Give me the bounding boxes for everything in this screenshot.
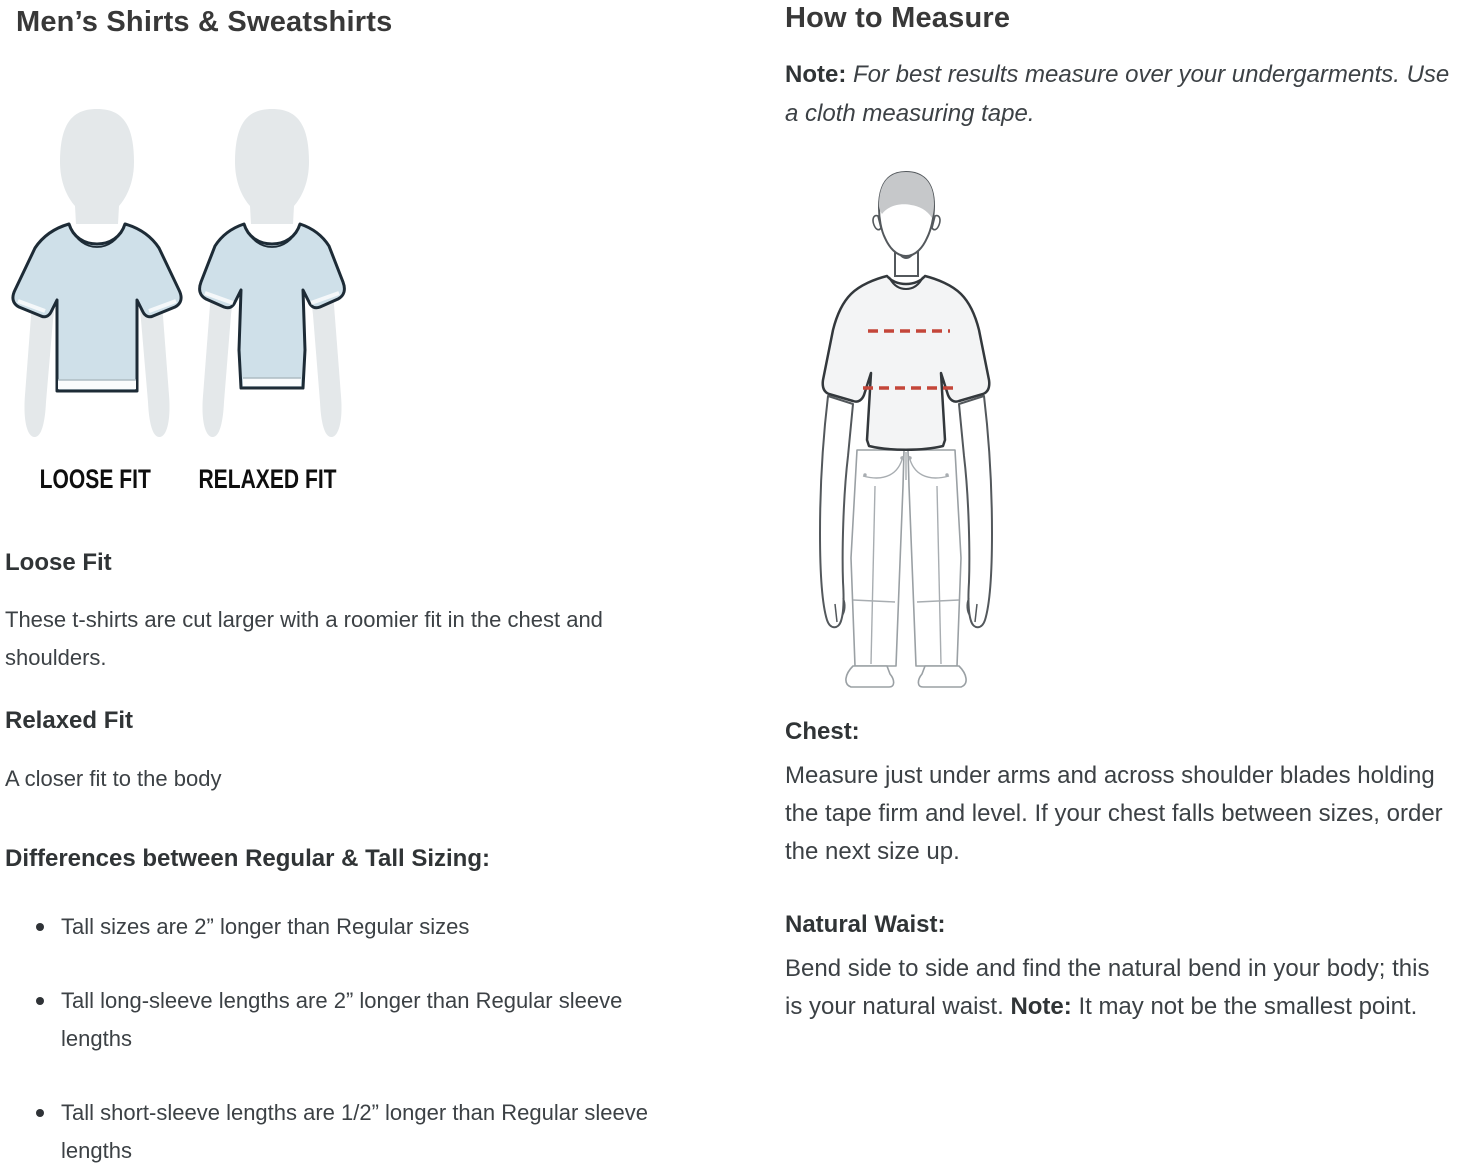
relaxed-fit-hem-band bbox=[243, 378, 301, 386]
text-line: Tall sizes are 2” longer than Regular sizes bbox=[61, 914, 470, 939]
relaxed-fit-description: A closer fit to the body bbox=[5, 766, 222, 791]
note-label: Note: bbox=[785, 61, 847, 88]
natural-waist-description bbox=[785, 950, 1429, 1026]
man-head bbox=[873, 172, 940, 276]
relaxed-fit-label-wrap bbox=[178, 464, 358, 495]
fit-illustrations bbox=[5, 100, 390, 460]
fit-illustrations-svg bbox=[5, 100, 390, 460]
relaxed-fit-label: RELAXED FIT bbox=[198, 464, 338, 494]
loose-fit-label-wrap bbox=[5, 464, 185, 495]
natural-waist-heading: Natural Waist: bbox=[785, 911, 946, 938]
measuring-man-svg bbox=[815, 168, 995, 698]
text-line: These t-shirts are cut larger with a roomier fit in the chest and bbox=[5, 607, 603, 632]
left-column-title: Men’s Shirts & Sweatshirts bbox=[16, 6, 393, 38]
text-line: Measure just under arms and across shoulder blades holding bbox=[785, 762, 1435, 789]
measure-note bbox=[785, 55, 1449, 133]
differences-heading: Differences between Regular & Tall Sizing: bbox=[5, 845, 490, 872]
waist-note-label: Note: bbox=[1010, 993, 1072, 1020]
right-column-title: How to Measure bbox=[785, 2, 1011, 34]
text-line: a cloth measuring tape. bbox=[785, 100, 1035, 127]
relaxed-fit-heading: Relaxed Fit bbox=[5, 707, 134, 734]
text-line bbox=[785, 55, 1449, 94]
chest-heading: Chest: bbox=[785, 718, 860, 745]
measuring-man-illustration bbox=[815, 168, 995, 698]
text-line: Tall short-sleeve lengths are 1/2” longer than Regular sleeve bbox=[61, 1100, 648, 1125]
text-line: shoulders. bbox=[5, 645, 107, 670]
list-item bbox=[27, 1094, 717, 1167]
text-line: the next size up. bbox=[785, 838, 960, 865]
loose-fit-label: LOOSE FIT bbox=[39, 464, 151, 494]
text-line: Tall long-sleeve lengths are 2” longer than Regular sleeve bbox=[61, 988, 623, 1013]
text-line: the tape firm and level. If your chest falls between sizes, order bbox=[785, 800, 1443, 827]
text-line bbox=[785, 988, 1429, 1026]
list-item bbox=[27, 982, 717, 1058]
note-text: For best results measure over your undergarments. Use bbox=[853, 61, 1450, 88]
text-line: Bend side to side and find the natural bend in your body; this bbox=[785, 955, 1430, 982]
text-line: lengths bbox=[61, 1026, 132, 1051]
loose-fit-description bbox=[5, 601, 603, 677]
list-item bbox=[27, 908, 717, 946]
differences-list bbox=[27, 908, 717, 1167]
text-line: lengths bbox=[61, 1138, 132, 1163]
loose-fit-hem-band bbox=[58, 380, 136, 389]
chest-description bbox=[785, 757, 1443, 871]
waist-text-post: It may not be the smallest point. bbox=[1078, 993, 1418, 1020]
loose-fit-heading: Loose Fit bbox=[5, 549, 112, 576]
waist-text-pre: is your natural waist. bbox=[785, 993, 1004, 1020]
man-pants bbox=[846, 450, 966, 687]
